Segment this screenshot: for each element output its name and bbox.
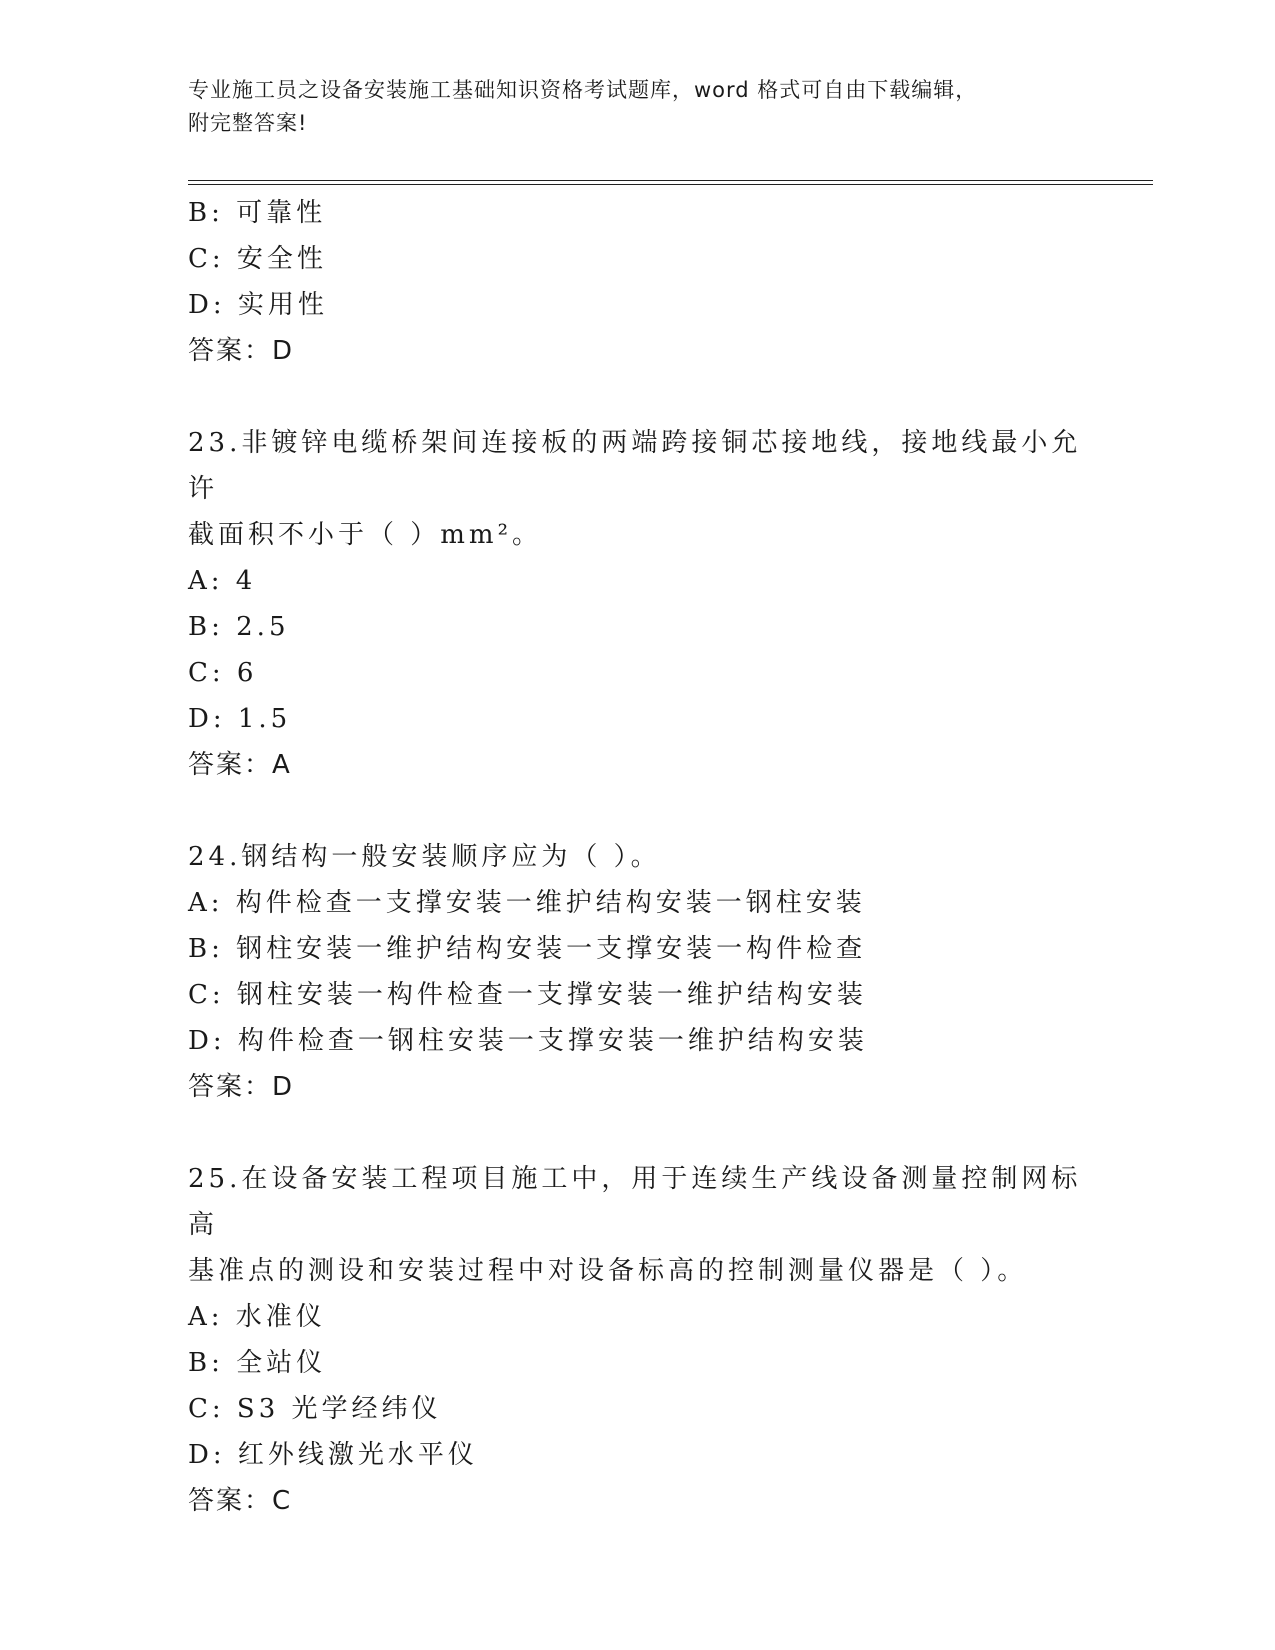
header-divider-top (188, 180, 1153, 181)
option-c: C: S3 光学经纬仪 (188, 1394, 442, 1424)
question-25 (188, 1156, 1088, 1524)
option-a: A: 水准仪 (188, 1302, 326, 1332)
option-d: D: 红外线激光水平仪 (188, 1440, 478, 1470)
spacer (188, 788, 1088, 834)
question-list (188, 190, 1088, 1524)
question-stem-line-1: 25.在设备安装工程项目施工中，用于连续生产线设备测量控制网标高 (188, 1164, 1082, 1240)
answer-line: 答案：D (188, 336, 295, 366)
question-23 (188, 420, 1088, 788)
option-b: B: 全站仪 (188, 1348, 327, 1378)
option-d: D: 实用性 (188, 290, 328, 320)
answer-line: 答案：A (188, 750, 292, 780)
header-line-1: 专业施工员之设备安装施工基础知识资格考试题库，word 格式可自由下载编辑， (188, 78, 978, 102)
option-c: C: 6 (188, 658, 258, 688)
question-stem-line-2: 截面积不小于（ ）mm²。 (188, 520, 542, 550)
spacer (188, 374, 1088, 420)
question-24 (188, 834, 1088, 1110)
option-d: D: 构件检查一钢柱安装一支撑安装一维护结构安装 (188, 1026, 868, 1056)
question-stem-line-1: 23.非镀锌电缆桥架间连接板的两端跨接铜芯接地线，接地线最小允许 (188, 428, 1082, 504)
option-a: A: 构件检查一支撑安装一维护结构安装一钢柱安装 (188, 888, 866, 918)
question-stem-line-2: 基准点的测设和安装过程中对设备标高的控制测量仪器是（ ）。 (188, 1256, 1028, 1286)
option-b: B: 可靠性 (188, 198, 327, 228)
spacer (188, 1110, 1088, 1156)
option-c: C: 钢柱安装一构件检查一支撑安装一维护结构安装 (188, 980, 867, 1010)
answer-line: 答案：D (188, 1072, 295, 1102)
question-stem-line-1: 24.钢结构一般安装顺序应为（ ）。 (188, 842, 661, 872)
option-a: A: 4 (188, 566, 257, 596)
question-22 (188, 190, 1088, 374)
document-header (188, 74, 1088, 140)
option-b: B: 2.5 (188, 612, 290, 642)
option-c: C: 安全性 (188, 244, 327, 274)
option-b: B: 钢柱安装一维护结构安装一支撑安装一构件检查 (188, 934, 867, 964)
header-line-2: 附完整答案! (188, 111, 308, 135)
header-divider-bottom (188, 184, 1153, 185)
option-d: D: 1.5 (188, 704, 292, 734)
answer-line: 答案：C (188, 1486, 293, 1516)
